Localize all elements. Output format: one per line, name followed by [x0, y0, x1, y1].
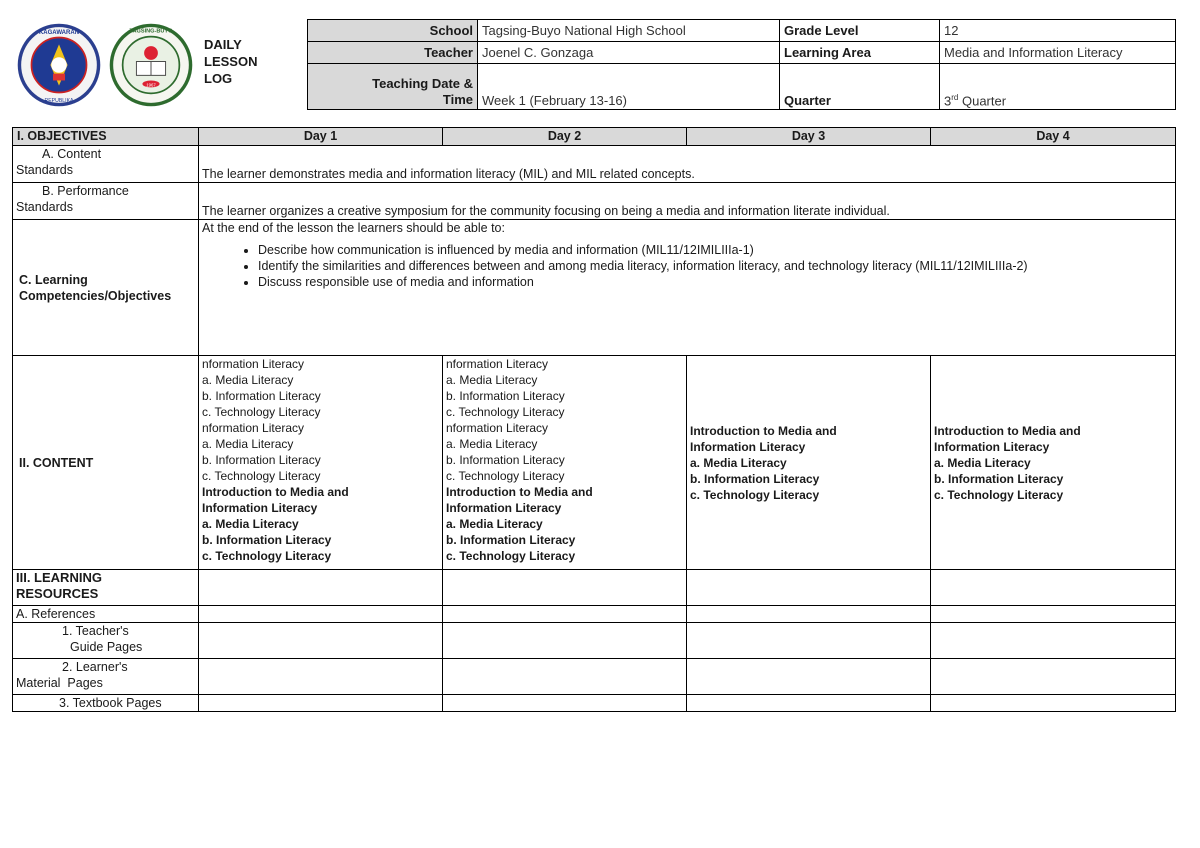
learning-resources-row — [13, 570, 1176, 606]
competencies-cell — [199, 220, 1176, 356]
competency-item: • Discuss responsible use of media and information — [258, 274, 1172, 290]
competencies-list — [202, 242, 1172, 290]
day4-content — [931, 356, 1176, 570]
references-day2 — [443, 606, 687, 623]
content-line: nformation Literacy — [202, 421, 305, 435]
content-line: c. Technology Literacy — [446, 405, 565, 419]
document-title-line: LESSON — [204, 54, 258, 69]
content-line: Introduction to Media and — [202, 485, 349, 499]
quarter-suffix: rd — [951, 92, 959, 102]
references-day3 — [687, 606, 931, 623]
performance-standards-row — [13, 183, 1176, 220]
logos — [14, 18, 200, 114]
document-title — [204, 36, 257, 87]
teachers-guide-day1 — [199, 623, 443, 659]
content-line: b. Information Literacy — [690, 471, 820, 486]
textbook-day4 — [931, 695, 1176, 712]
performance-standards-label — [13, 183, 199, 220]
learning-resources-label-line1: III. LEARNING — [16, 570, 102, 585]
objectives-heading: I. OBJECTIVES — [13, 128, 199, 146]
content-line: a. Media Literacy — [934, 455, 1031, 470]
competency-item: • Describe how communication is influenced by media and information (MIL11/12IMILIIIa-1) — [258, 242, 1172, 258]
teaching-date-label-line2: Time — [442, 92, 473, 107]
resources-day2 — [443, 570, 687, 606]
content-line: a. Media Literacy — [202, 437, 294, 451]
learners-material-day2 — [443, 659, 687, 695]
references-row — [13, 606, 1176, 623]
competencies-row — [13, 220, 1176, 356]
content-line: Introduction to Media and — [690, 423, 837, 438]
content-line: c. Technology Literacy — [202, 469, 321, 483]
teachers-guide-row — [13, 623, 1176, 659]
content-line: a. Media Literacy — [690, 455, 787, 470]
competencies-label: C. Learning Competencies/Objectives — [13, 220, 199, 356]
svg-text:KAGAWARAN: KAGAWARAN — [38, 30, 80, 37]
textbook-day3 — [687, 695, 931, 712]
textbook-label: 3. Textbook Pages — [13, 695, 199, 712]
document-title-line: LOG — [204, 71, 233, 86]
content-line: nformation Literacy — [446, 421, 549, 435]
content-line: b. Information Literacy — [446, 453, 565, 467]
teacher-value: Joenel C. Gonzaga — [478, 42, 780, 64]
content-line: Information Literacy — [202, 501, 318, 515]
school-label: School — [308, 20, 478, 42]
day2-heading: Day 2 — [443, 128, 687, 146]
performance-standards-label-line1: B. Performance — [42, 184, 129, 198]
grade-level-label: Grade Level — [780, 20, 940, 42]
competency-item: • Identify the similarities and differences between and among media literacy, information literacy, and technology literacy (MIL11/12IMILIIIa-2) — [258, 258, 1172, 274]
references-day4 — [931, 606, 1176, 623]
quarter-label: Quarter — [780, 64, 940, 110]
svg-text:TAGSING-BUYO: TAGSING-BUYO — [129, 28, 173, 35]
textbook-day1 — [199, 695, 443, 712]
teaching-date-label-line1: Teaching Date & — [372, 76, 473, 91]
references-day1 — [199, 606, 443, 623]
header-info-table — [307, 19, 1176, 110]
teacher-label: Teacher — [308, 42, 478, 64]
content-line: b. Information Literacy — [446, 533, 576, 547]
content-line: c. Technology Literacy — [446, 549, 576, 563]
content-line: b. Information Literacy — [202, 533, 332, 547]
content-line: nformation Literacy — [446, 357, 549, 371]
content-line: c. Technology Literacy — [934, 487, 1064, 502]
teaching-date-value: Week 1 (February 13-16) — [478, 64, 780, 110]
content-line: b. Information Literacy — [446, 389, 565, 403]
school-seal-logo — [108, 22, 194, 108]
content-line: Information Literacy — [934, 439, 1050, 454]
content-line: nformation Literacy — [202, 357, 305, 371]
learning-area-label: Learning Area — [780, 42, 940, 64]
content-line: a. Media Literacy — [202, 373, 294, 387]
content-row — [13, 356, 1176, 570]
content-line: c. Technology Literacy — [690, 487, 820, 502]
content-standards-text: The learner demonstrates media and information literacy (MIL) and MIL related concepts. — [199, 146, 1176, 183]
svg-text:REPUBLIKA: REPUBLIKA — [44, 97, 74, 104]
day1-content — [199, 356, 443, 570]
learners-material-label — [13, 659, 199, 695]
learning-resources-label-line2: RESOURCES — [16, 586, 99, 601]
content-label: II. CONTENT — [13, 356, 199, 570]
teachers-guide-label-line2: Guide Pages — [70, 640, 143, 654]
content-line: b. Information Literacy — [202, 453, 321, 467]
textbook-day2 — [443, 695, 687, 712]
resources-day1 — [199, 570, 443, 606]
day3-heading: Day 3 — [687, 128, 931, 146]
content-line: a. Media Literacy — [446, 517, 543, 531]
teachers-guide-day2 — [443, 623, 687, 659]
textbook-row — [13, 695, 1176, 712]
learners-material-label-line1: 2. Learner's — [62, 660, 128, 674]
school-value: Tagsing-Buyo National High School — [478, 20, 780, 42]
content-line: Information Literacy — [690, 439, 806, 454]
content-line: Introduction to Media and — [934, 423, 1081, 438]
references-label: A. References — [13, 606, 199, 623]
content-line: Introduction to Media and — [446, 485, 593, 499]
content-line: b. Information Literacy — [202, 389, 321, 403]
content-standards-label-line2: Standards — [16, 163, 73, 177]
teachers-guide-label — [13, 623, 199, 659]
content-line: a. Media Literacy — [446, 437, 538, 451]
content-line: c. Technology Literacy — [202, 405, 321, 419]
performance-standards-label-line2: Standards — [16, 200, 73, 214]
quarter-word: Quarter — [958, 93, 1007, 108]
school-seal-year: 1967 — [146, 82, 156, 88]
day2-content — [443, 356, 687, 570]
deped-seal-logo — [16, 22, 102, 108]
teachers-guide-label-line1: 1. Teacher's — [62, 624, 129, 638]
table-header-row — [13, 128, 1176, 146]
learners-material-label-line2: Material Pages — [16, 676, 103, 690]
learners-material-day4 — [931, 659, 1176, 695]
content-standards-label-line1: A. Content — [42, 147, 102, 161]
day3-content — [687, 356, 931, 570]
learners-material-row — [13, 659, 1176, 695]
content-line: Information Literacy — [446, 501, 562, 515]
content-line: b. Information Literacy — [934, 471, 1064, 486]
lesson-log-table — [12, 127, 1176, 712]
day1-heading: Day 1 — [199, 128, 443, 146]
content-line: a. Media Literacy — [202, 517, 299, 531]
day4-heading: Day 4 — [931, 128, 1176, 146]
performance-standards-text: The learner organizes a creative symposium for the community focusing on being a media and information literate individual. — [199, 183, 1176, 220]
teachers-guide-day4 — [931, 623, 1176, 659]
content-line: c. Technology Literacy — [202, 549, 332, 563]
competencies-intro: At the end of the lesson the learners should be able to: — [202, 221, 505, 235]
resources-day3 — [687, 570, 931, 606]
learning-resources-label — [13, 570, 199, 606]
content-standards-label — [13, 146, 199, 183]
teachers-guide-day3 — [687, 623, 931, 659]
resources-day4 — [931, 570, 1176, 606]
learners-material-day1 — [199, 659, 443, 695]
quarter-value — [940, 64, 1176, 110]
learning-area-value: Media and Information Literacy — [940, 42, 1176, 64]
quarter-number: 3 — [944, 93, 952, 108]
teaching-date-label — [308, 64, 478, 110]
content-line: a. Media Literacy — [446, 373, 538, 387]
grade-level-value: 12 — [940, 20, 1176, 42]
content-line: c. Technology Literacy — [446, 469, 565, 483]
learners-material-day3 — [687, 659, 931, 695]
document-title-line: DAILY — [204, 37, 242, 52]
content-standards-row — [13, 146, 1176, 183]
